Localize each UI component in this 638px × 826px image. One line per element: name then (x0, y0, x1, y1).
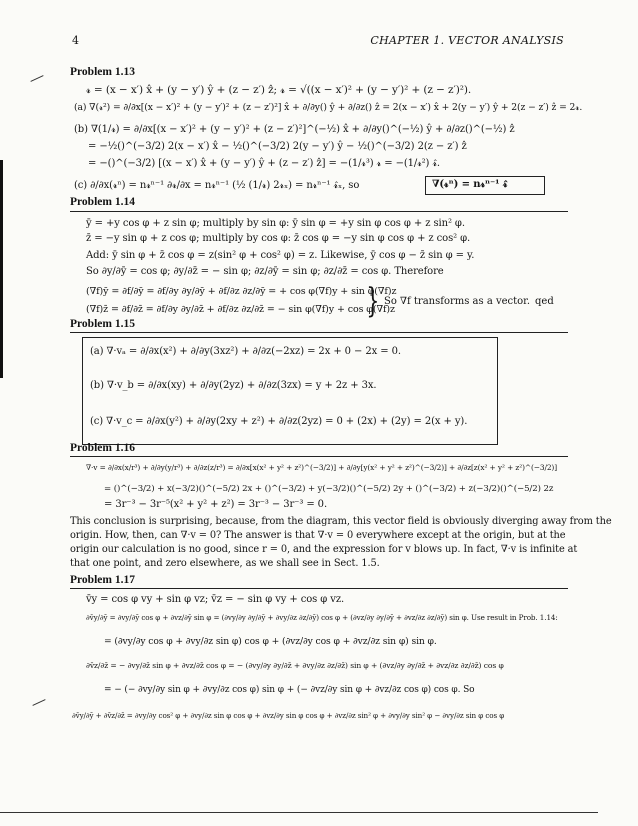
problem-title: Problem 1.14 (70, 196, 135, 208)
divider (70, 332, 568, 333)
divider (70, 456, 568, 457)
paragraph-line: that one point, and zero elsewhere, as we shall see in Sect. 1.5. (70, 558, 380, 569)
equation-line: = −()^(−3/2) [(x − x′) x̂ + (y − y′) ŷ + (z − z′) ẑ] = −(1/𝓻³) 𝓻 = −(1/𝓻²) 𝓻̂. (88, 158, 440, 169)
equation-line: ∂v̄y/∂ȳ + ∂v̄z/∂z̄ = ∂vy/∂y cos² φ + ∂vy/∂z sin φ cos φ + ∂vz/∂y sin φ cos φ + ∂vz/∂z sin² φ + ∂vy/∂y sin² φ − ∂vy/∂z sin φ cos φ (72, 711, 505, 720)
equation-line: ∂v̄z/∂z̄ = − ∂vy/∂z̄ sin φ + ∂vz/∂z̄ cos φ = − (∂vy/∂y ∂y/∂z̄ + ∂vy/∂z ∂z/∂z̄) sin φ + (∂vz/∂y ∂y/∂z̄ + ∂vz/∂z ∂z/∂z̄) cos φ (86, 661, 504, 670)
equation-line: = −½()^(−3/2) 2(x − x′) x̂ − ½()^(−3/2) 2(y − y′) ŷ − ½()^(−3/2) 2(z − z′) ẑ (88, 141, 467, 152)
equation-line: (∇f)z̄ = ∂f/∂z̄ = ∂f/∂y ∂y/∂z̄ + ∂f/∂z ∂z/∂z̄ = − sin φ(∇f)y + cos φ(∇f)z (86, 304, 395, 315)
equation-line: (b) ∇·v_b = ∂/∂x(xy) + ∂/∂y(2yz) + ∂/∂z(3zx) = y + 2z + 3x. (90, 380, 377, 391)
binding-edge (0, 160, 3, 378)
equation-line: So ∂y/∂ȳ = cos φ; ∂y/∂z̄ = − sin φ; ∂z/∂ȳ = sin φ; ∂z/∂z̄ = cos φ. Therefore (86, 266, 444, 277)
equation-line: (a) ∇(𝓻²) = ∂/∂x[(x − x′)² + (y − y′)² + (z − z′)²] x̂ + ∂/∂y() ŷ + ∂/∂z() ẑ = 2(x − x′) x̂ + 2(y − y′) ŷ + 2(z − z′) ẑ = 2𝓻. (74, 102, 583, 113)
equation-line: (b) ∇(1/𝓻) = ∂/∂x[(x − x′)² + (y − y′)² + (z − z′)²]^(−½) x̂ + ∂/∂y()^(−½) ŷ + ∂/∂z()^(−½) ẑ (74, 124, 515, 135)
paragraph-line: origin. How, then, can ∇·v = 0? The answer is that ∇·v = 0 everywhere except at the origin, but at the (70, 530, 566, 541)
equation-line: 𝓻 = (x − x′) x̂ + (y − y′) ŷ + (z − z′) ẑ; 𝓻 = √((x − x′)² + (y − y′)² + (z − z′)²). (86, 84, 472, 96)
paragraph-line: origin our calculation is no good, since r = 0, and the expression for v blows up. In fact, ∇·v is infinite at (70, 544, 578, 555)
scan-edge-line (0, 812, 598, 813)
problem-title: Problem 1.15 (70, 318, 135, 330)
equation-line: (c) ∇·v_c = ∂/∂x(y²) + ∂/∂y(2xy + z²) + ∂/∂z(2yz) = 0 + (2x) + (2y) = 2(x + y). (90, 416, 468, 427)
equation-line: = ()^(−3/2) + x(−3/2)()^(−5/2) 2x + ()^(−3/2) + y(−3/2)()^(−5/2) 2y + ()^(−3/2) + z(−3/2)()^(−5/2) 2z (104, 484, 554, 494)
margin-mark (32, 699, 45, 706)
divider (70, 211, 568, 212)
equation-line: (c) ∂/∂x(𝓻ⁿ) = n𝓻ⁿ⁻¹ ∂𝓻/∂x = n𝓻ⁿ⁻¹ (½ (1/𝓻) 2𝓻ₓ) = n𝓻ⁿ⁻¹ 𝓻̂ₓ, so (74, 180, 360, 191)
margin-mark (30, 75, 43, 82)
conclusion-text: So ∇f transforms as a vector. (384, 296, 531, 307)
equation-line: ȳ = +y cos φ + z sin φ; multiply by sin φ: ȳ sin φ = +y sin φ cos φ + z sin² φ. (86, 218, 465, 229)
equation-line: = − (− ∂vy/∂y sin φ + ∂vy/∂z cos φ) sin φ + (− ∂vz/∂y sin φ + ∂vz/∂z cos φ) cos φ. So (104, 685, 475, 695)
page-number: 4 (72, 34, 79, 47)
equation-line: Add: ȳ sin φ + z̄ cos φ = z(sin² φ + cos² φ) = z. Likewise, ȳ cos φ − z̄ sin φ = y. (86, 250, 475, 261)
chapter-title: CHAPTER 1. VECTOR ANALYSIS (370, 34, 564, 47)
paragraph-line: This conclusion is surprising, because, from the diagram, this vector field is obviously diverging away from the (70, 516, 612, 527)
right-brace: } (366, 281, 380, 321)
qed-mark: qed (535, 296, 554, 307)
equation-line: ∂v̄y/∂ȳ = ∂vy/∂ȳ cos φ + ∂vz/∂ȳ sin φ = (∂vy/∂y ∂y/∂ȳ + ∂vy/∂z ∂z/∂ȳ) cos φ + (∂vz/∂y ∂y/∂ȳ + ∂vz/∂z ∂z/∂ȳ) sin φ. Use result in Prob. 1.14: (86, 613, 558, 622)
equation-line: v̄y = cos φ vy + sin φ vz; v̄z = − sin φ vy + cos φ vz. (86, 594, 345, 605)
equation-line: ∇·v = ∂/∂x(x/r³) + ∂/∂y(y/r³) + ∂/∂z(z/r³) = ∂/∂x[x(x² + y² + z²)^(−3/2)] + ∂/∂y[y(x² + y² + z²)^(−3/2)] + ∂/∂z[z(x² + y² + z²)^(−3/2)] (86, 463, 557, 472)
problem-title: Problem 1.13 (70, 66, 135, 78)
boxed-result (425, 176, 545, 195)
divider (70, 588, 568, 589)
equation-line: = 3r⁻³ − 3r⁻⁵(x² + y² + z²) = 3r⁻³ − 3r⁻³ = 0. (104, 499, 328, 510)
equation-line: (a) ∇·vₐ = ∂/∂x(x²) + ∂/∂y(3xz²) + ∂/∂z(−2xz) = 2x + 0 − 2x = 0. (90, 346, 401, 357)
boxed-equation: ∇(𝓻ⁿ) = n𝓻ⁿ⁻¹ 𝓻̂ (432, 179, 508, 190)
equation-line: z̄ = −y sin φ + z cos φ; multiply by cos φ: z̄ cos φ = −y sin φ cos φ + z cos² φ. (86, 233, 471, 244)
problem-title: Problem 1.16 (70, 442, 135, 454)
equation-line: = (∂vy/∂y cos φ + ∂vy/∂z sin φ) cos φ + (∂vz/∂y cos φ + ∂vz/∂z sin φ) sin φ. (104, 636, 437, 647)
problem-title: Problem 1.17 (70, 574, 135, 586)
equation-line: (∇f)ȳ = ∂f/∂ȳ = ∂f/∂y ∂y/∂ȳ + ∂f/∂z ∂z/∂ȳ = + cos φ(∇f)y + sin φ(∇f)z (86, 286, 397, 297)
